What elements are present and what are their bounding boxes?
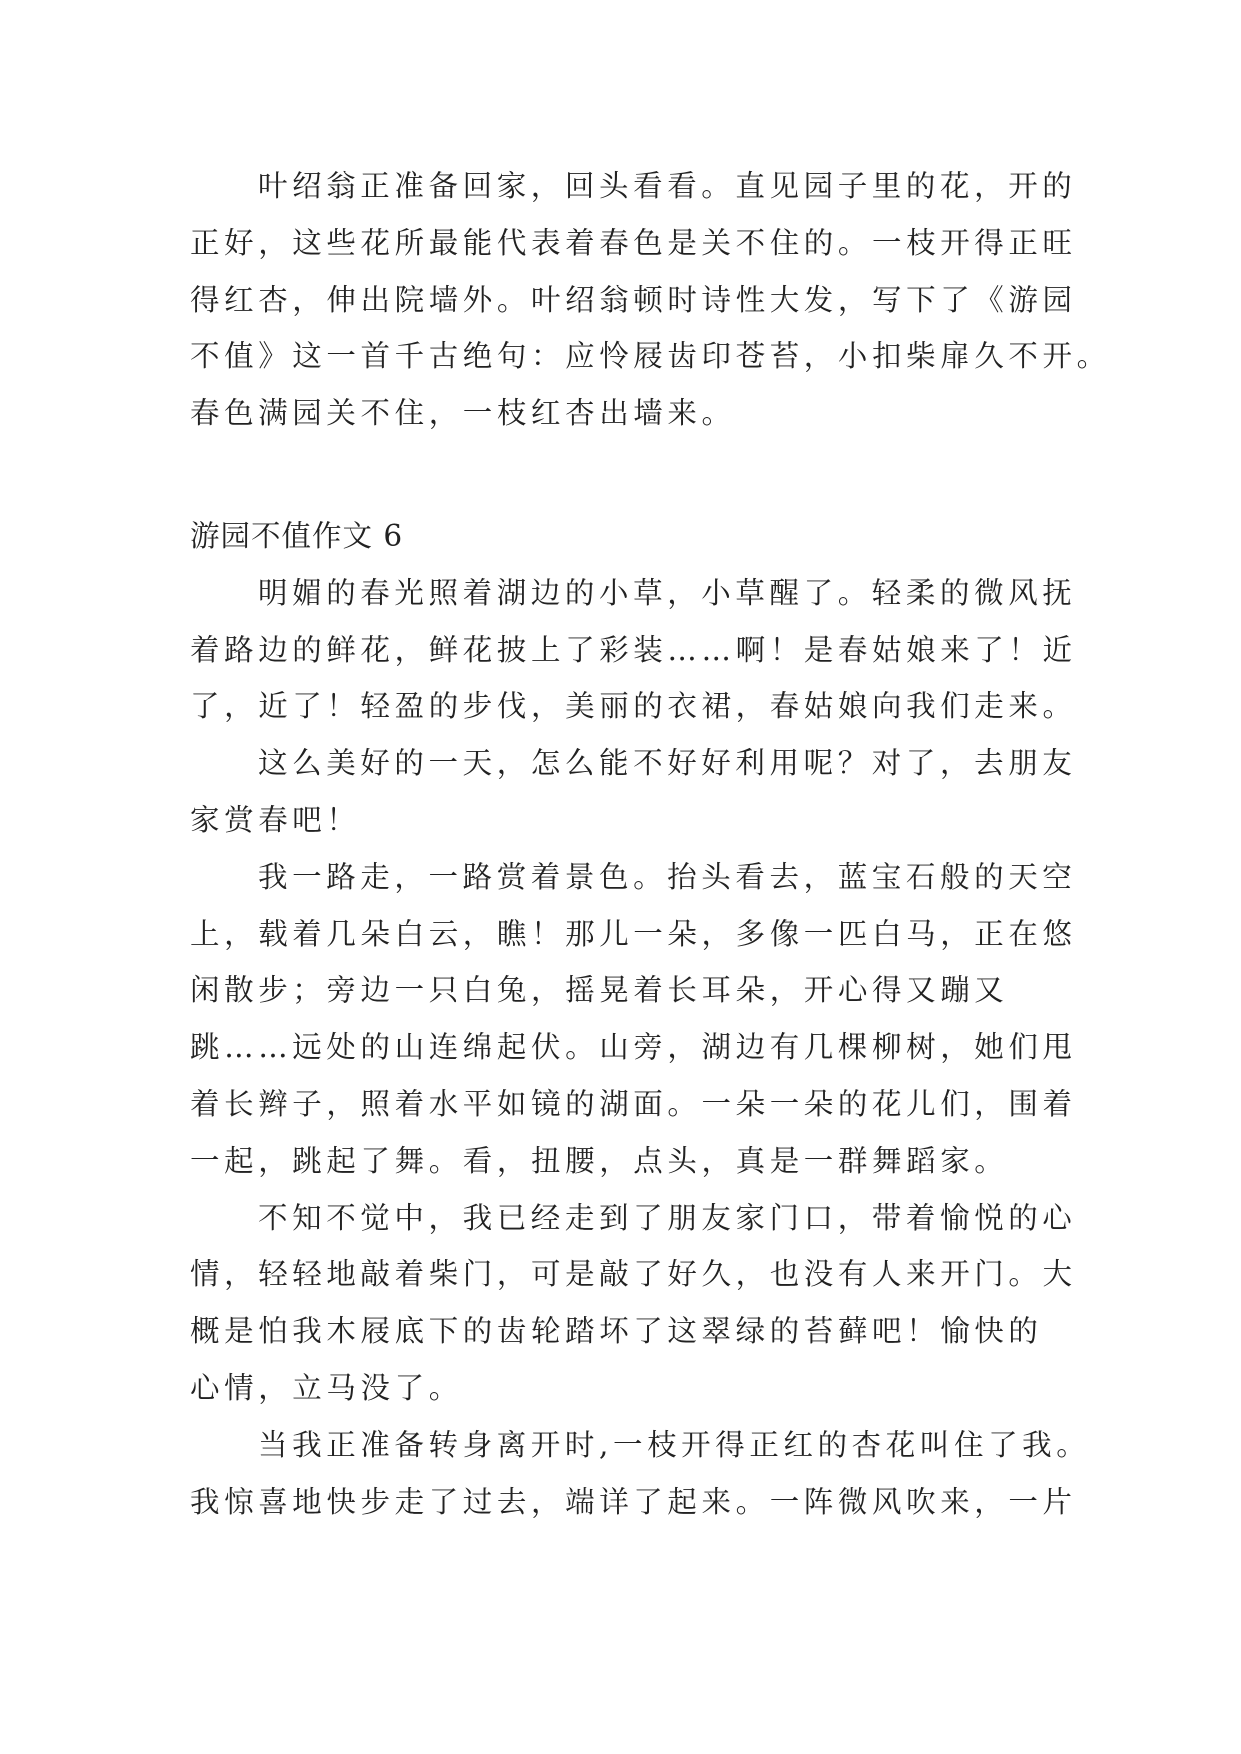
document-page	[190, 158, 1111, 1530]
paragraph-4	[190, 849, 1077, 1190]
text-line: 春色满园关不住，一枝红杏出墙来。	[190, 396, 736, 431]
text-line: 我一路走，一路赏着景色。抬头看去，蓝宝石般的天空	[258, 859, 1077, 894]
paragraph-5	[190, 1190, 1077, 1417]
text-line: 正好，这些花所最能代表着春色是关不住的。一枝开得正旺	[190, 225, 1077, 260]
text-line: 着路边的鲜花，鲜花披上了彩装……啊！是春姑娘来了！近	[190, 632, 1077, 667]
text-line: 情，轻轻地敲着柴门，可是敲了好久，也没有人来开门。大	[190, 1257, 1077, 1292]
text-line: 不值》这一首千古绝句：应怜屐齿印苍苔，小扣柴扉久不开。	[190, 339, 1111, 374]
text-line: 概是怕我木屐底下的齿轮踏坏了这翠绿的苔藓吧！愉快的	[190, 1314, 1043, 1349]
text-line: 跳……远处的山连绵起伏。山旁，湖边有几棵柳树，她们甩	[190, 1030, 1077, 1065]
section-heading: 游园不值作文 6	[190, 518, 404, 553]
text-line: 了，近了！轻盈的步伐，美丽的衣裙，春姑娘向我们走来。	[190, 689, 1077, 724]
paragraph-2	[190, 565, 1077, 735]
paragraph-1	[190, 158, 1111, 442]
text-line: 我惊喜地快步走了过去，端详了起来。一阵微风吹来，一片	[190, 1484, 1077, 1519]
text-line: 明媚的春光照着湖边的小草，小草醒了。轻柔的微风抚	[258, 575, 1077, 610]
text-line: 闲散步；旁边一只白兔，摇晃着长耳朵，开心得又蹦又	[190, 973, 1009, 1008]
text-line: 上，载着几朵白云，瞧！那儿一朵，多像一匹白马，正在悠	[190, 916, 1077, 951]
paragraph-3	[190, 735, 1077, 849]
paragraph-6	[190, 1417, 1091, 1531]
text-line: 心情，立马没了。	[190, 1370, 463, 1405]
text-line: 叶绍翁正准备回家，回头看看。直见园子里的花，开的	[258, 169, 1077, 203]
text-line: 当我正准备转身离开时,一枝开得正红的杏花叫住了我。	[258, 1427, 1091, 1462]
text-line: 得红杏，伸出院墙外。叶绍翁顿时诗性大发，写下了《游园	[190, 282, 1077, 317]
text-line: 不知不觉中，我已经走到了朋友家门口，带着愉悦的心	[258, 1200, 1077, 1235]
text-line: 一起，跳起了舞。看，扭腰，点头，真是一群舞蹈家。	[190, 1143, 1009, 1178]
text-line: 着长辫子，照着水平如镜的湖面。一朵一朵的花儿们，围着	[190, 1086, 1077, 1121]
text-line: 家赏春吧！	[190, 802, 361, 837]
text-line: 这么美好的一天，怎么能不好好利用呢？对了，去朋友	[258, 746, 1077, 781]
